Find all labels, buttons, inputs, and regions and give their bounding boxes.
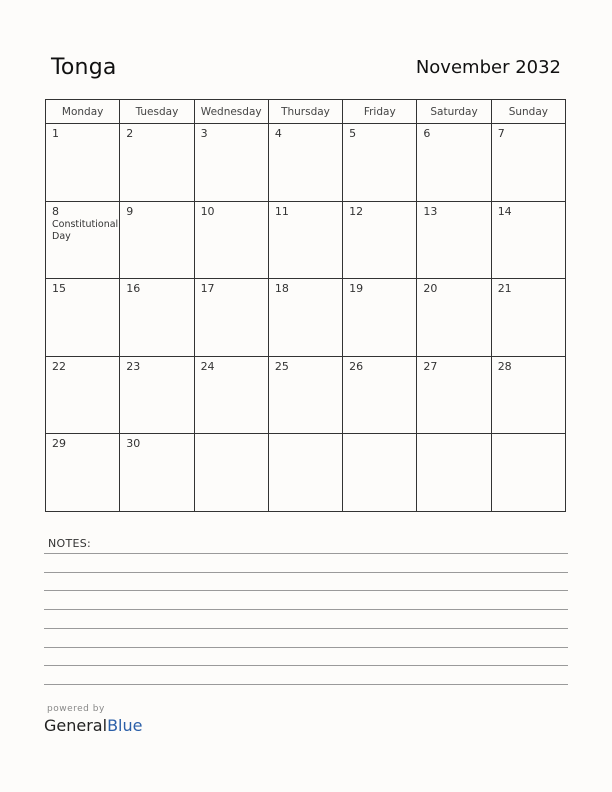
- day-number: 4: [274, 127, 282, 140]
- brand-name-part1: General: [44, 716, 108, 735]
- day-cell: [491, 356, 565, 434]
- day-cell: [417, 201, 491, 279]
- day-number: 15: [52, 282, 66, 296]
- day-number: 1: [52, 127, 59, 140]
- day-number: 10: [200, 204, 215, 218]
- notes-line: [44, 647, 568, 648]
- day-number: 16: [126, 282, 141, 296]
- day-number: 11: [274, 204, 289, 218]
- day-number: 23: [126, 359, 141, 373]
- brand-name-part2: Blue: [107, 716, 143, 735]
- day-cell: [268, 124, 342, 202]
- day-number: 28: [497, 359, 512, 373]
- day-cell: [194, 356, 268, 434]
- day-number: 7: [497, 127, 505, 140]
- day-number: 25: [274, 359, 289, 373]
- day-number: 5: [349, 127, 357, 140]
- day-number: 24: [200, 359, 215, 373]
- day-cell: [343, 434, 417, 512]
- brand-logo: [44, 716, 142, 735]
- weekday-header: Sunday: [491, 100, 565, 124]
- notes-line: [44, 572, 568, 573]
- day-cell: [417, 124, 491, 202]
- day-number: [343, 434, 416, 437]
- week-row: [46, 356, 566, 434]
- day-number: 21: [497, 282, 512, 296]
- day-cell: [46, 279, 120, 357]
- week-row: [46, 279, 566, 357]
- calendar-grid: [45, 99, 566, 512]
- notes-line: [44, 609, 568, 610]
- week-row: [46, 124, 566, 202]
- day-cell: [417, 279, 491, 357]
- notes-line: [44, 628, 568, 629]
- day-number: 6: [423, 127, 431, 140]
- day-number: 8: [52, 204, 59, 218]
- day-cell: [194, 124, 268, 202]
- week-row: [46, 434, 566, 512]
- day-number: 2: [126, 127, 134, 140]
- day-cell: [46, 124, 120, 202]
- weekday-header: Monday: [46, 100, 120, 124]
- day-cell: [343, 279, 417, 357]
- day-number: 12: [349, 204, 364, 218]
- day-number: 29: [52, 437, 66, 451]
- day-cell: [417, 434, 491, 512]
- day-cell: [417, 356, 491, 434]
- weekday-header: Friday: [343, 100, 417, 124]
- day-number: 18: [274, 282, 289, 296]
- weekday-header: Saturday: [417, 100, 491, 124]
- day-number: 22: [52, 359, 66, 373]
- month-year-title: November 2032: [415, 57, 561, 78]
- day-cell: [120, 434, 194, 512]
- day-number: 17: [200, 282, 215, 296]
- notes-line: [44, 553, 568, 554]
- day-cell: [268, 201, 342, 279]
- powered-by-text: powered by: [47, 704, 105, 714]
- day-cell: [343, 124, 417, 202]
- day-cell: [491, 279, 565, 357]
- day-cell: [268, 279, 342, 357]
- notes-label: NOTES:: [48, 537, 92, 550]
- day-number: [417, 434, 490, 437]
- day-number: [269, 434, 342, 437]
- day-number: 14: [497, 204, 512, 218]
- day-cell: [491, 124, 565, 202]
- day-number: 9: [126, 204, 134, 218]
- holiday-label: Constitutional Day: [52, 218, 119, 242]
- country-title: Tonga: [51, 55, 117, 80]
- day-number: 19: [349, 282, 364, 296]
- day-number: 30: [126, 437, 141, 451]
- notes-line: [44, 665, 568, 666]
- day-cell: [46, 201, 120, 279]
- day-number: 27: [423, 359, 438, 373]
- day-cell: [120, 124, 194, 202]
- day-cell: [268, 434, 342, 512]
- notes-line: [44, 684, 568, 685]
- weekday-header: Wednesday: [194, 100, 268, 124]
- day-cell: [491, 201, 565, 279]
- day-number: [195, 434, 268, 437]
- day-cell: [46, 434, 120, 512]
- day-number: 20: [423, 282, 438, 296]
- day-cell: [194, 201, 268, 279]
- weekday-header: Thursday: [268, 100, 342, 124]
- day-cell: [120, 279, 194, 357]
- day-cell: [120, 201, 194, 279]
- day-cell: [343, 356, 417, 434]
- day-cell: [194, 279, 268, 357]
- day-cell: [194, 434, 268, 512]
- day-number: [492, 434, 565, 437]
- weekday-header: Tuesday: [120, 100, 194, 124]
- day-cell: [120, 356, 194, 434]
- day-cell: [268, 356, 342, 434]
- day-cell: [343, 201, 417, 279]
- weekday-header-row: [46, 100, 566, 124]
- day-number: 26: [349, 359, 364, 373]
- week-row: [46, 201, 566, 279]
- day-number: 13: [423, 204, 438, 218]
- notes-line: [44, 590, 568, 591]
- day-number: 3: [200, 127, 208, 140]
- day-cell: [46, 356, 120, 434]
- day-cell: [491, 434, 565, 512]
